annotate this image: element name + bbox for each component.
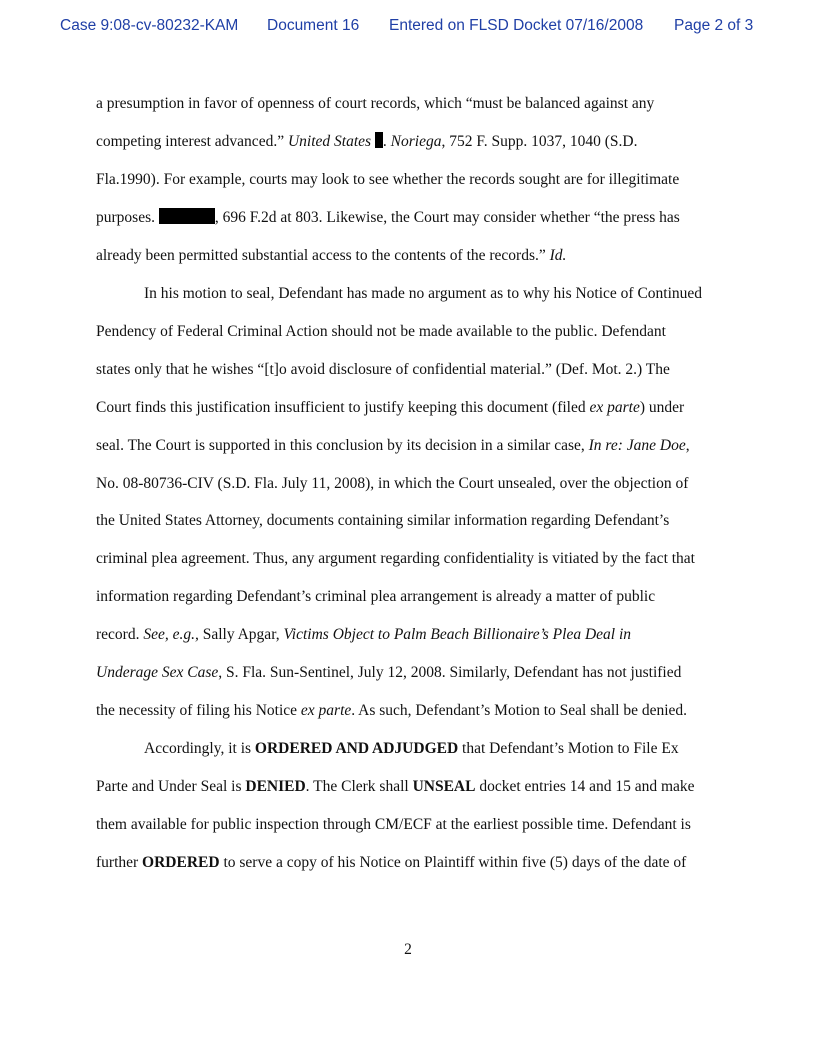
italic-text: Victims Object to Palm Beach Billionaire’s Plea Deal in [283,626,632,644]
text-run: , 752 F. Supp. 1037, 1040 (S.D. [441,132,638,150]
text-run: . [382,132,391,150]
page-number: 2 [404,941,412,958]
bold-text: ORDERED [142,854,220,871]
text-line [96,398,684,418]
text-line [96,815,691,835]
text-run: Accordingly, it is [144,740,255,758]
text-line [96,625,631,645]
docket-entry-date: Entered on FLSD Docket 07/16/2008 [389,17,644,34]
text-line [96,549,695,569]
text-run: to serve a copy of his Notice on Plaintiff within five (5) days of the date of [219,854,687,871]
text-line [96,284,702,304]
italic-text: ex parte [300,702,352,720]
bold-text: UNSEAL [412,778,476,796]
ecf-header-stamp [0,17,816,39]
text-run: the United States Attorney, documents containing similar information regarding Defendant’s [96,512,670,530]
text-run: states only that he wishes “[t]o avoid disclosure of confidential material.” (Def. Mot. 2.) The [96,360,670,378]
italic-text: See, e.g., [143,626,199,644]
text-run: them available for public inspection through CM/ECF at the earliest possible time. Defendant is [96,816,691,834]
text-run: record. [96,626,144,644]
text-run: docket entries 14 and 15 and make [475,778,695,796]
text-run: In his motion to seal, Defendant has made no argument as to why his Notice of Continued [144,284,703,302]
text-run: that Defendant’s Motion to File Ex [458,740,679,758]
text-line [96,853,686,873]
text-run: Court finds this justification insufficient to justify keeping this document (filed [96,398,590,416]
italic-text: Id. [549,246,567,264]
italic-text: Underage Sex Case [96,664,219,682]
text-run: already been permitted substantial access to the contents of the records.” [96,246,550,264]
text-line [96,170,679,190]
text-run: Pendency of Federal Criminal Action should not be made available to the public. Defendant [96,322,666,340]
text-line [96,663,681,683]
italic-text: In re: Jane Doe [588,436,686,454]
text-line [96,587,655,607]
redaction-box [375,132,383,148]
text-run: , S. Fla. Sun-Sentinel, July 12, 2008. Similarly, Defendant has not justified [218,664,682,682]
bold-text: DENIED [245,778,306,796]
text-line [96,474,688,494]
text-line [96,246,566,266]
italic-text: ex parte [589,398,640,416]
italic-text: United States [287,132,372,150]
text-line [96,701,687,721]
text-run: Parte and Under Seal is [96,778,246,796]
text-run: Fla.1990). For example, courts may look to see whether the records sought are for illegitimate [96,170,680,188]
text-run: Sally Apgar, [198,626,284,644]
text-line [96,360,670,380]
italic-text: Noriega [390,132,442,150]
text-line [96,132,637,152]
text-run: No. 08-80736-CIV (S.D. Fla. July 11, 2008), in which the Court unsealed, over the objection of [96,474,689,492]
text-run: . The Clerk shall [305,778,413,796]
text-line [96,511,669,531]
text-line [96,739,679,759]
document-number: Document 16 [267,17,360,34]
text-run: competing interest advanced.” [96,132,288,150]
bold-text: ORDERED AND ADJUDGED [254,740,459,758]
text-run: the necessity of filing his Notice [96,702,301,720]
page-of-total: Page 2 of 3 [674,17,754,34]
text-line [96,94,654,114]
text-run: a presumption in favor of openness of court records, which “must be balanced against any [96,95,655,112]
text-run: seal. The Court is supported in this conclusion by its decision in a similar case, [96,436,589,454]
text-line [96,777,695,797]
text-run: purposes. [96,208,159,226]
text-run: , [685,436,690,454]
text-line [96,436,690,456]
text-run: criminal plea agreement. Thus, any argument regarding confidentiality is vitiated by the fact that [96,550,695,568]
text-run: . As such, Defendant’s Motion to Seal shall be denied. [351,702,688,720]
text-line [96,322,666,342]
text-run: , 696 F.2d at 803. Likewise, the Court may consider whether “the press has [214,208,680,226]
text-run: ) under [639,398,685,416]
case-number: Case 9:08-cv-80232-KAM [60,17,239,34]
text-line [96,208,680,228]
text-run: further [96,854,143,871]
text-run: information regarding Defendant’s criminal plea arrangement is already a matter of public [96,588,656,606]
redaction-box [159,208,215,224]
